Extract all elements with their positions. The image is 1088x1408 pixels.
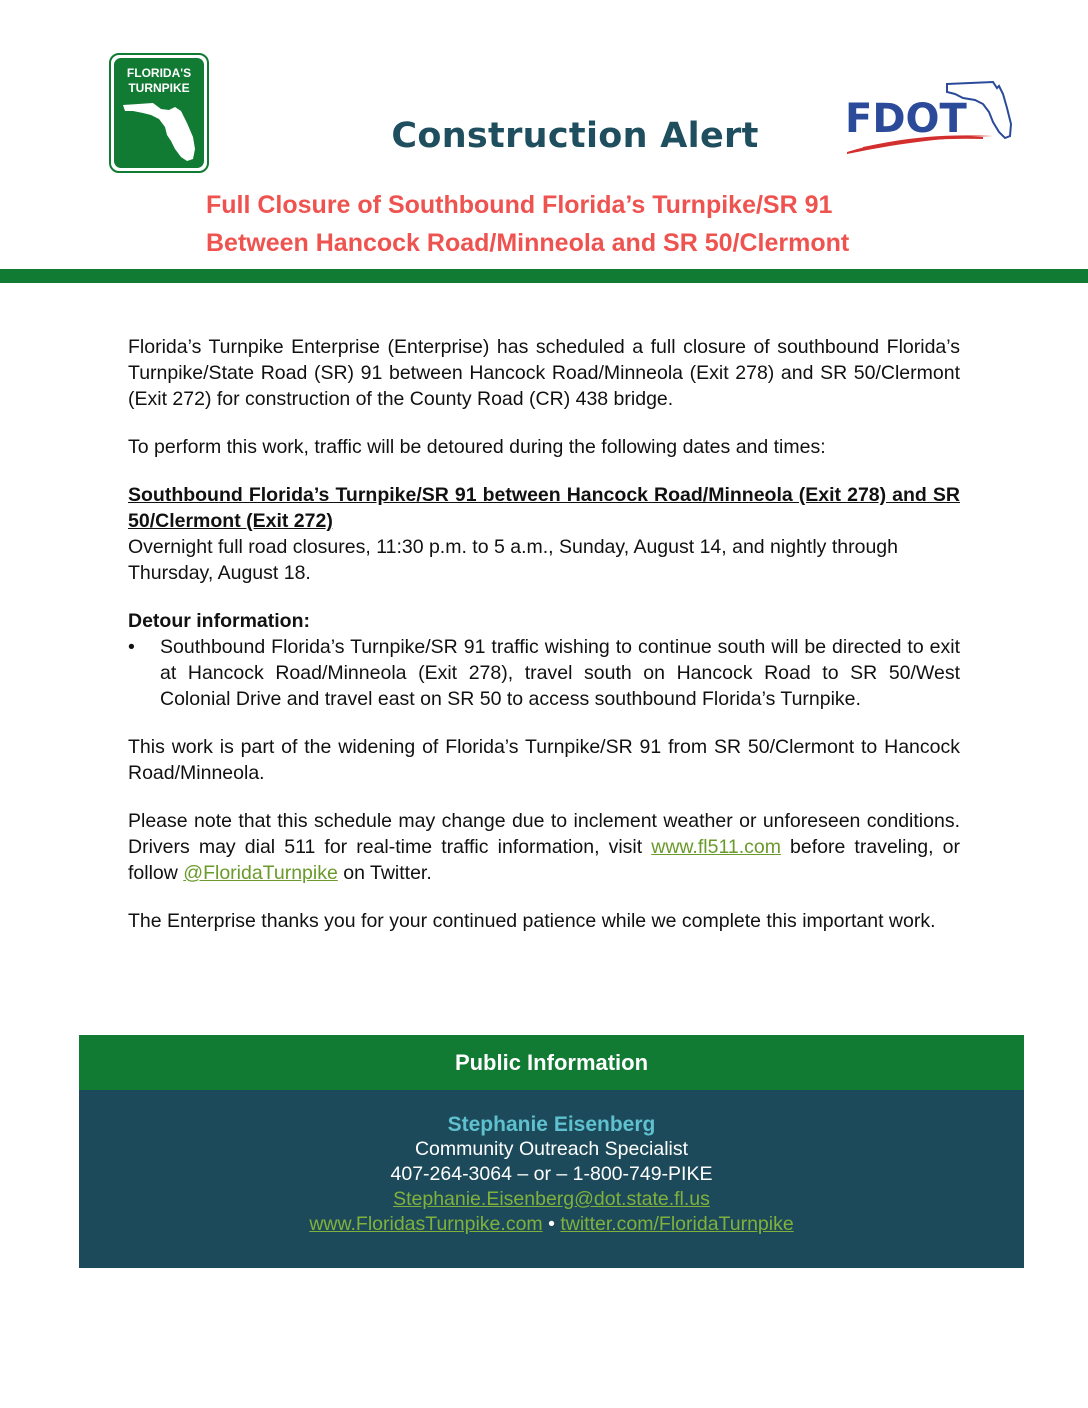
contact-block [79, 1090, 1024, 1268]
page-title: Construction Alert [391, 116, 759, 156]
fl511-link[interactable]: www.fl511.com [651, 836, 781, 858]
fdot-wordmark: FDOT [845, 96, 967, 142]
thanks-paragraph: The Enterprise thanks you for your continued patience while we complete this important work. [128, 910, 936, 932]
public-information-heading: Public Information [79, 1035, 1024, 1090]
detour-bullet [128, 634, 960, 712]
bullet-symbol: • [128, 636, 135, 658]
detour-bullet-text: Southbound Florida’s Turnpike/SR 91 traffic wishing to continue south will be directed to exit at Hancock Road/Minneola (Exit 278), travel south on Hancock Road to SR 50/West Colonial Drive and travel east on SR 50 to access southbound Florida’s Turnpike. [160, 636, 960, 710]
contact-phone: 407-264-3064 – or – 1-800-749-PIKE [390, 1163, 713, 1185]
note-text-2: before traveling, or follow [128, 836, 960, 884]
contact-email-link[interactable]: Stephanie.Eisenberg@dot.state.fl.us [393, 1188, 710, 1210]
public-information-box [79, 1035, 1024, 1268]
note-paragraph [128, 808, 960, 886]
detour-heading: Detour information: [128, 610, 310, 632]
contact-role: Community Outreach Specialist [414, 1138, 689, 1160]
note-text-3: on Twitter. [337, 862, 432, 884]
intro-paragraph: Florida’s Turnpike Enterprise (Enterprise) has scheduled a full closure of southbound Florida’s Turnpike/State Road (SR) 91 between Hancock Road/Minneola (Exit 278) and SR 50/Clermont (Exit 272) for construction of the County Road (CR) 438 bridge. [128, 336, 960, 410]
note-text-1: Please note that this schedule may change due to inclement weather or unforeseen conditions. Drivers may dial 511 for real-time traffic information, visit [128, 810, 960, 858]
twitter-handle-link[interactable]: @FloridaTurnpike [183, 862, 338, 884]
closure-heading: Southbound Florida’s Turnpike/SR 91 between Hancock Road/Minneola (Exit 278) and SR 50/Clermont (Exit 272) [128, 484, 960, 532]
subtitle-line-2: Between Hancock Road/Minneola and SR 50/Clermont [206, 229, 850, 257]
turnpike-logo-line2: TURNPIKE [128, 81, 190, 95]
twitter-link[interactable]: twitter.com/FloridaTurnpike [560, 1213, 794, 1235]
link-separator: • [542, 1213, 561, 1235]
closure-dates: Overnight full road closures, 11:30 p.m. to 5 a.m., Sunday, August 14, and nightly through Thursday, August 18. [128, 536, 898, 584]
widening-paragraph: This work is part of the widening of Florida’s Turnpike/SR 91 from SR 50/Clermont to Hancock Road/Minneola. [128, 736, 960, 784]
contact-name: Stephanie Eisenberg [447, 1113, 656, 1136]
alert-subtitle [206, 186, 1006, 262]
alert-body [128, 334, 960, 956]
turnpike-logo-line1: FLORIDA'S [126, 66, 192, 80]
website-link[interactable]: www.FloridasTurnpike.com [309, 1213, 543, 1235]
header-divider [0, 269, 1088, 283]
subtitle-line-1: Full Closure of Southbound Florida’s Turnpike/SR 91 [206, 191, 833, 219]
detour-intro-paragraph: To perform this work, traffic will be detoured during the following dates and times: [128, 436, 826, 458]
